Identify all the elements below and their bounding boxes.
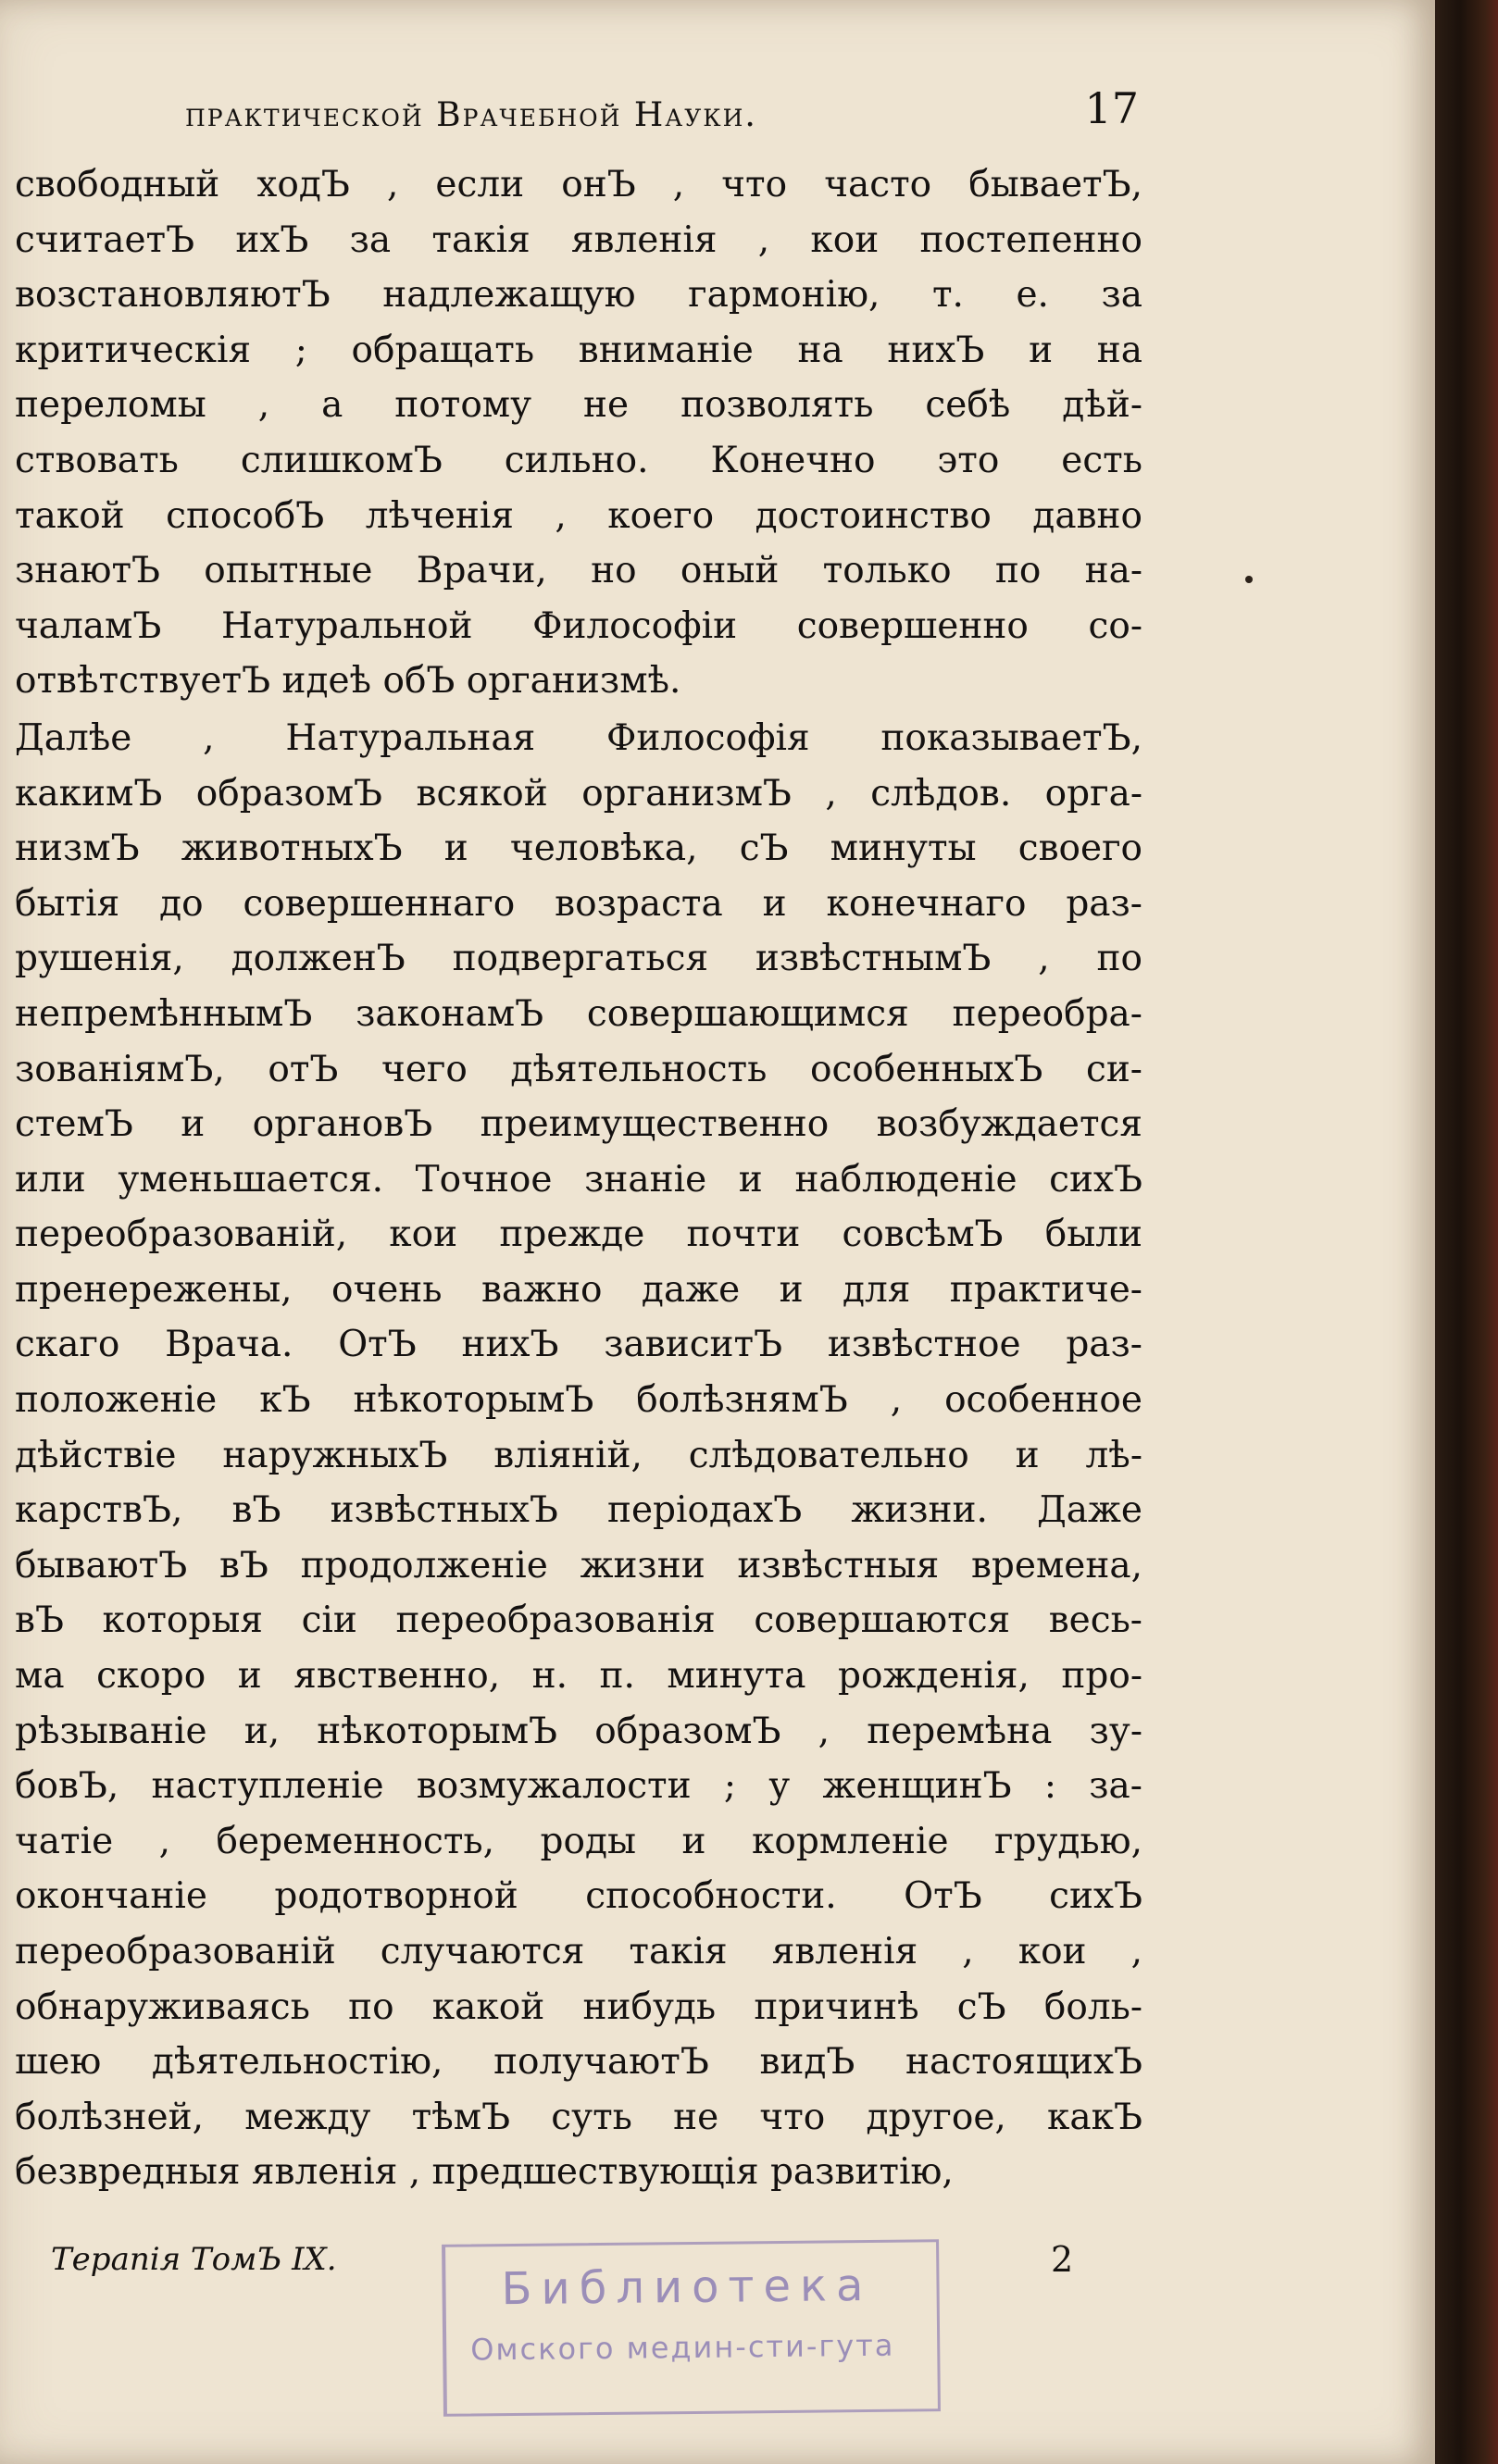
text-line: пренережены, очень важно даже и для практиче- xyxy=(15,1268,1142,1311)
stamp-line-title: Библиотека xyxy=(501,2259,873,2316)
text-line: возстановляютЪ надлежащую гармонію, т. е. за xyxy=(15,274,1142,317)
text-line: обнаруживаясь по какой нибудь причинѣ сЪ боль- xyxy=(15,1985,1142,2028)
text-line: ствовать слишкомЪ сильно. Конечно это есть xyxy=(15,439,1142,481)
text-line: низмЪ животныхЪ и человѣка, сЪ минуты своего xyxy=(15,828,1142,870)
text-line: переобразованій, кои прежде почти совсѣмЪ были xyxy=(15,1213,1142,1256)
text-line: рѣзываніе и, нѣкоторымЪ образомЪ , перемѣна зу- xyxy=(15,1710,1142,1752)
text-line: ма скоро и явственно, н. п. минута рожденія, про- xyxy=(15,1655,1142,1698)
sheet-signature-number: 2 xyxy=(1051,2239,1074,2280)
signature-mark: Терапія ТомЪ IX. xyxy=(51,2241,337,2278)
text-line: считаетЪ ихЪ за такія явленія , кои постепенно xyxy=(15,218,1142,261)
ink-speck xyxy=(1245,576,1253,583)
text-line: чатіе , беременность, роды и кормленіе грудью, xyxy=(15,1820,1142,1862)
text-line: критическія ; обращать вниманіе на нихЪ и на xyxy=(15,329,1142,371)
text-line: непремѣннымЪ законамЪ совершающимся переобра- xyxy=(15,992,1142,1035)
text-line: окончаніе родотворной способности. ОтЪ сихЪ xyxy=(15,1875,1142,1918)
book-spine-edge xyxy=(1435,0,1498,2464)
text-line: бываютЪ вЪ продолженіе жизни извѣстныя времена, xyxy=(15,1544,1142,1587)
paragraph xyxy=(15,157,1142,709)
text-line: Далѣе , Натуральная Философія показываетЪ, xyxy=(15,716,1142,759)
text-line: скаго Врача. ОтЪ нихЪ зависитЪ извѣстное раз- xyxy=(15,1324,1142,1366)
text-line: переобразованій случаются такія явленія , кои , xyxy=(15,1931,1142,1972)
text-line: безвредныя явленія , предшествующія развитію, xyxy=(15,2151,954,2194)
page-number: 17 xyxy=(1084,83,1139,133)
paragraph xyxy=(15,711,1142,2200)
text-line: зованіямЪ, отЪ чего дѣятельность особенныхЪ си- xyxy=(15,1048,1142,1090)
text-line: шею дѣятельностію, получаютЪ видЪ настоящихЪ xyxy=(15,2041,1142,2084)
text-line: положеніе кЪ нѣкоторымЪ болѣзнямЪ , особенное xyxy=(15,1379,1142,1422)
page-body xyxy=(15,157,1142,2200)
text-line: или уменьшается. Точное знаніе и наблюденіе сихЪ xyxy=(15,1158,1142,1201)
text-line: какимЪ образомЪ всякой организмЪ , слѣдов. орга- xyxy=(15,772,1142,815)
text-line: свободный ходЪ , если онЪ , что часто бываетЪ, xyxy=(15,164,1142,205)
text-line: такой способЪ лѣченія , коего достоинство давно xyxy=(15,494,1142,537)
library-stamp xyxy=(442,2239,941,2417)
text-line: переломы , а потому не позволять себѣ дѣй- xyxy=(15,384,1142,427)
text-line: отвѣтствуетЪ идеѣ обЪ организмѣ. xyxy=(15,660,681,703)
text-line: вЪ которыя сіи переобразованія совершаются весь- xyxy=(15,1599,1142,1642)
page-header xyxy=(185,83,1139,139)
text-line: болѣзней, между тѣмЪ суть не что другое, какЪ xyxy=(15,2096,1142,2138)
text-line: знаютЪ опытные Врачи, но оный только по на- xyxy=(15,550,1142,592)
stamp-line-institution: Омского медин-сти-гута xyxy=(470,2327,895,2368)
text-line: стемЪ и органовЪ преимущественно возбуждается xyxy=(15,1103,1142,1146)
running-head: практической Врачебной Науки. xyxy=(185,96,757,134)
text-line: карствЪ, вЪ извѣстныхЪ періодахЪ жизни. Даже xyxy=(15,1489,1142,1532)
text-line: бовЪ, наступленіе возмужалости ; у женщинЪ : за- xyxy=(15,1765,1142,1808)
text-line: дѣйствіе наружныхЪ вліяній, слѣдовательно и лѣ- xyxy=(15,1434,1142,1476)
text-line: бытія до совершеннаго возраста и конечнаго раз- xyxy=(15,882,1142,925)
text-line: чаламЪ Натуральной Философіи совершенно со- xyxy=(15,604,1142,647)
text-line: рушенія, долженЪ подвергаться извѣстнымЪ , по xyxy=(15,938,1142,980)
